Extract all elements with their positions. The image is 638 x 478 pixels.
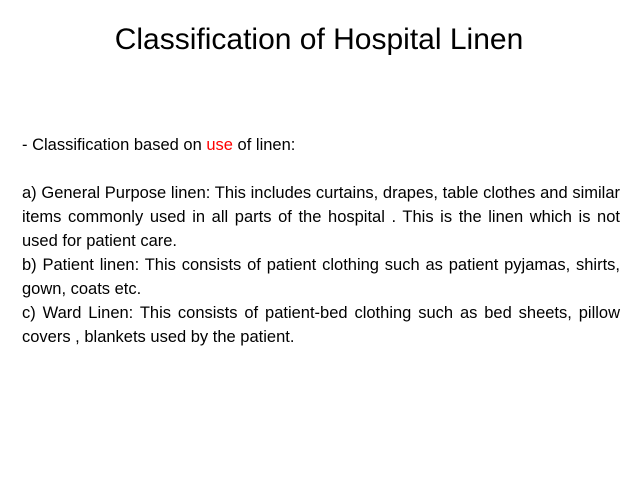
item-patient-linen: b) Patient linen: This consists of patient clothing such as patient pyjamas, shirts, gown, coats etc.	[22, 256, 620, 298]
intro-line	[22, 133, 620, 157]
slide-title: Classification of Hospital Linen	[114, 23, 524, 56]
slide-body	[22, 133, 620, 349]
item-general-purpose-linen: a) General Purpose linen: This includes curtains, drapes, table clothes and similar items commonly used in all parts of the hospital . This is the linen which is not used for patient care.	[22, 184, 620, 250]
intro-text-before: - Classification based on	[22, 136, 207, 154]
intro-text-after: of linen:	[232, 136, 296, 154]
intro-highlight-word: use	[206, 136, 233, 154]
item-ward-linen: c) Ward Linen: This consists of patient-bed clothing such as bed sheets, pillow covers , blankets used by the patient.	[22, 304, 620, 346]
